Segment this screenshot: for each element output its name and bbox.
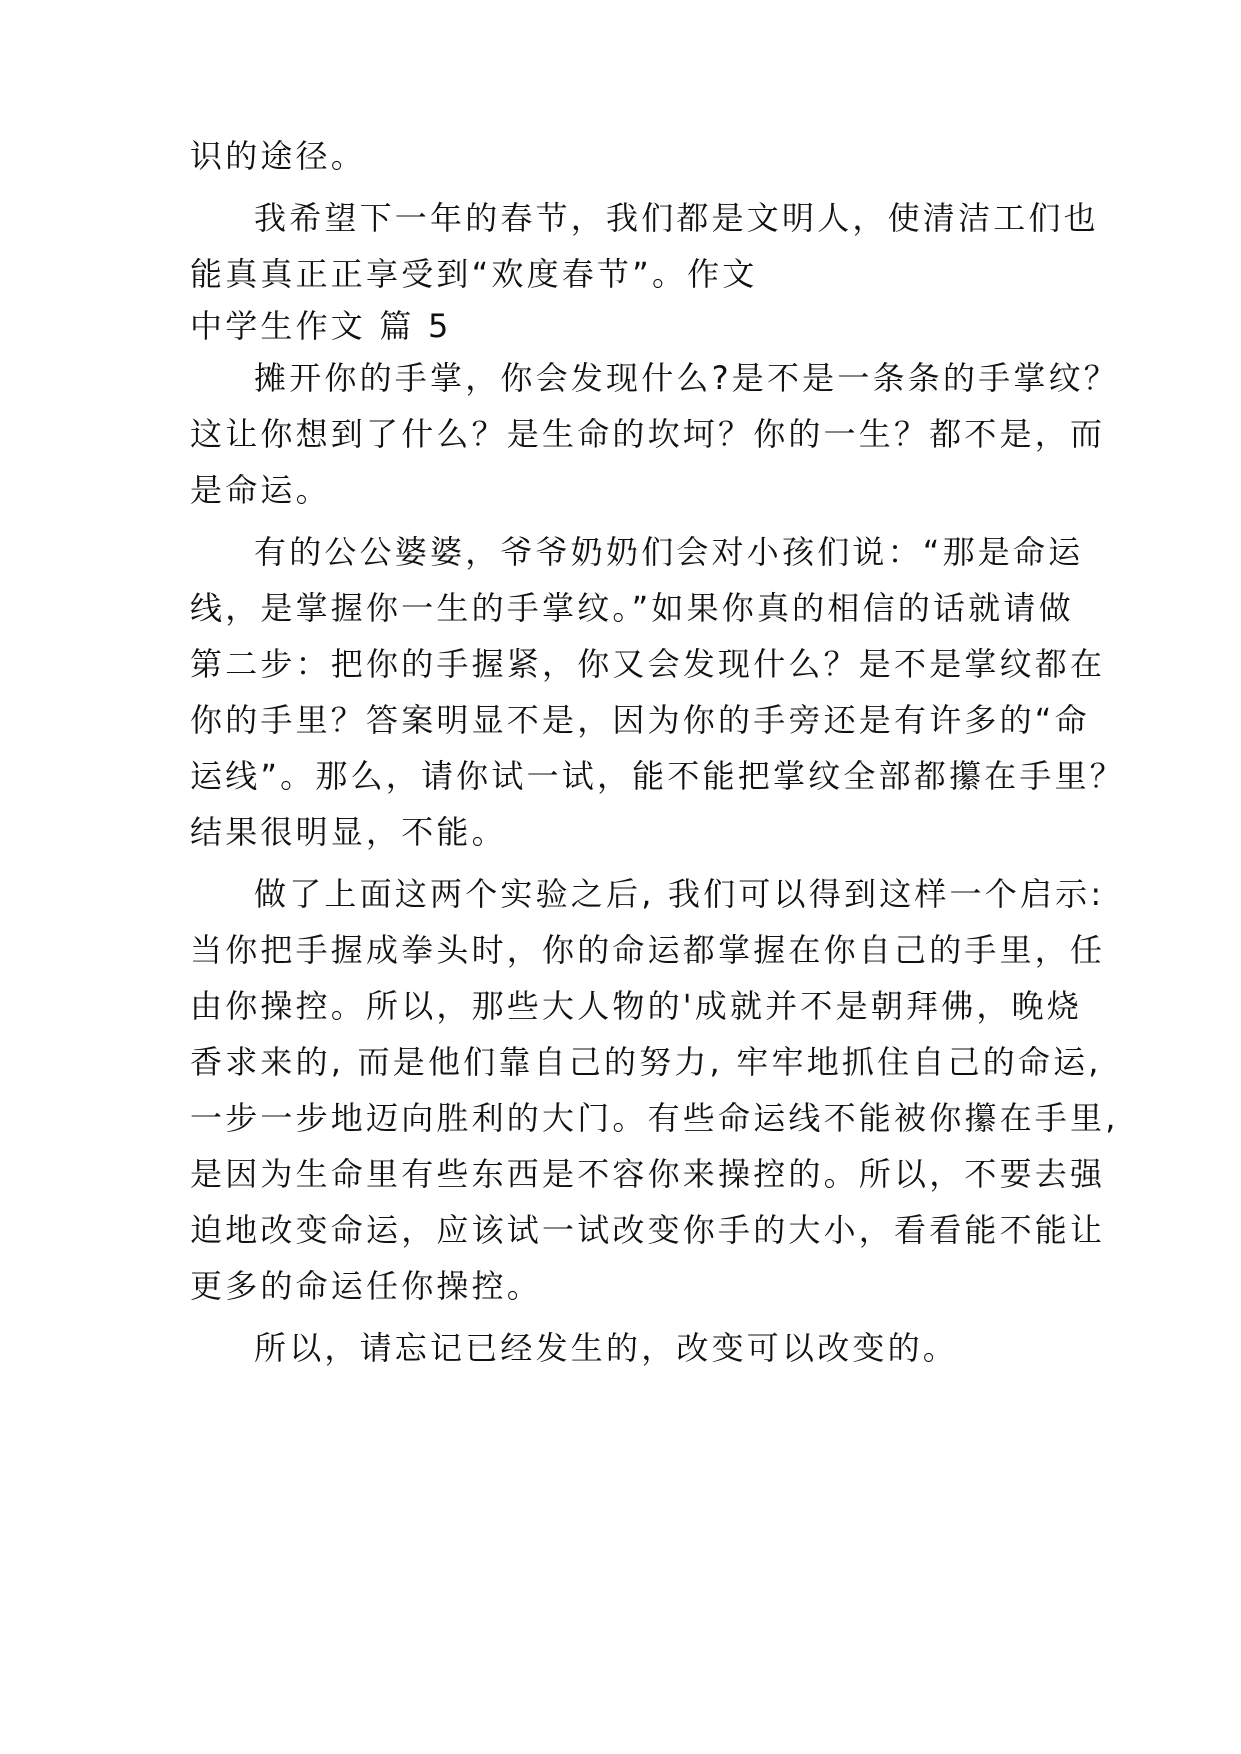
text-line: 结果很明显，不能。 (190, 813, 507, 851)
text-line: 运线”。那么，请你试一试，能不能把掌纹全部都攥在手里？ (190, 757, 1125, 795)
text-line: 摊开你的手掌，你会发现什么?是不是一条条的手掌纹？ (254, 359, 1119, 397)
text-line: 我希望下一年的春节，我们都是文明人，使清洁工们也 (254, 199, 1099, 237)
text-line: 线，是掌握你一生的手掌纹。”如果你真的相信的话就请做 (190, 589, 1074, 627)
text-line: 由你操控。所以，那些大人物的'成就并不是朝拜佛，晚烧 (190, 987, 1082, 1025)
text-line: 能真真正正享受到“欢度春节”。作文 (190, 255, 758, 293)
text-line: 识的途径。 (190, 137, 367, 175)
text-line: 一步一步地迈向胜利的大门。有些命运线不能被你攥在手里, (190, 1099, 1119, 1137)
text-line: 第二步：把你的手握紧，你又会发现什么？是不是掌纹都在 (190, 645, 1106, 683)
text-line: 有的公公婆婆，爷爷奶奶们会对小孩们说：“那是命运 (254, 533, 1084, 571)
text-line: 是命运。 (190, 471, 331, 509)
text-line: 所以，请忘记已经发生的，改变可以改变的。 (254, 1329, 959, 1367)
section-heading: 中学生作文 篇 5 (190, 307, 452, 345)
text-line: 这让你想到了什么？是生命的坎坷？你的一生？都不是，而 (190, 415, 1106, 453)
text-line: 迫地改变命运，应该试一试改变你手的大小，看看能不能让 (190, 1211, 1106, 1249)
text-line: 做了上面这两个实验之后, 我们可以得到这样一个启示: (254, 875, 1105, 913)
text-line: 更多的命运任你操控。 (190, 1267, 543, 1305)
text-line: 当你把手握成拳头时，你的命运都掌握在你自己的手里，任 (190, 931, 1106, 969)
text-line: 香求来的, 而是他们靠自己的努力, 牢牢地抓住自己的命运, (190, 1043, 1102, 1081)
text-line: 是因为生命里有些东西是不容你来操控的。所以，不要去强 (190, 1155, 1106, 1193)
text-line: 你的手里？答案明显不是，因为你的手旁还是有许多的“命 (190, 701, 1090, 739)
